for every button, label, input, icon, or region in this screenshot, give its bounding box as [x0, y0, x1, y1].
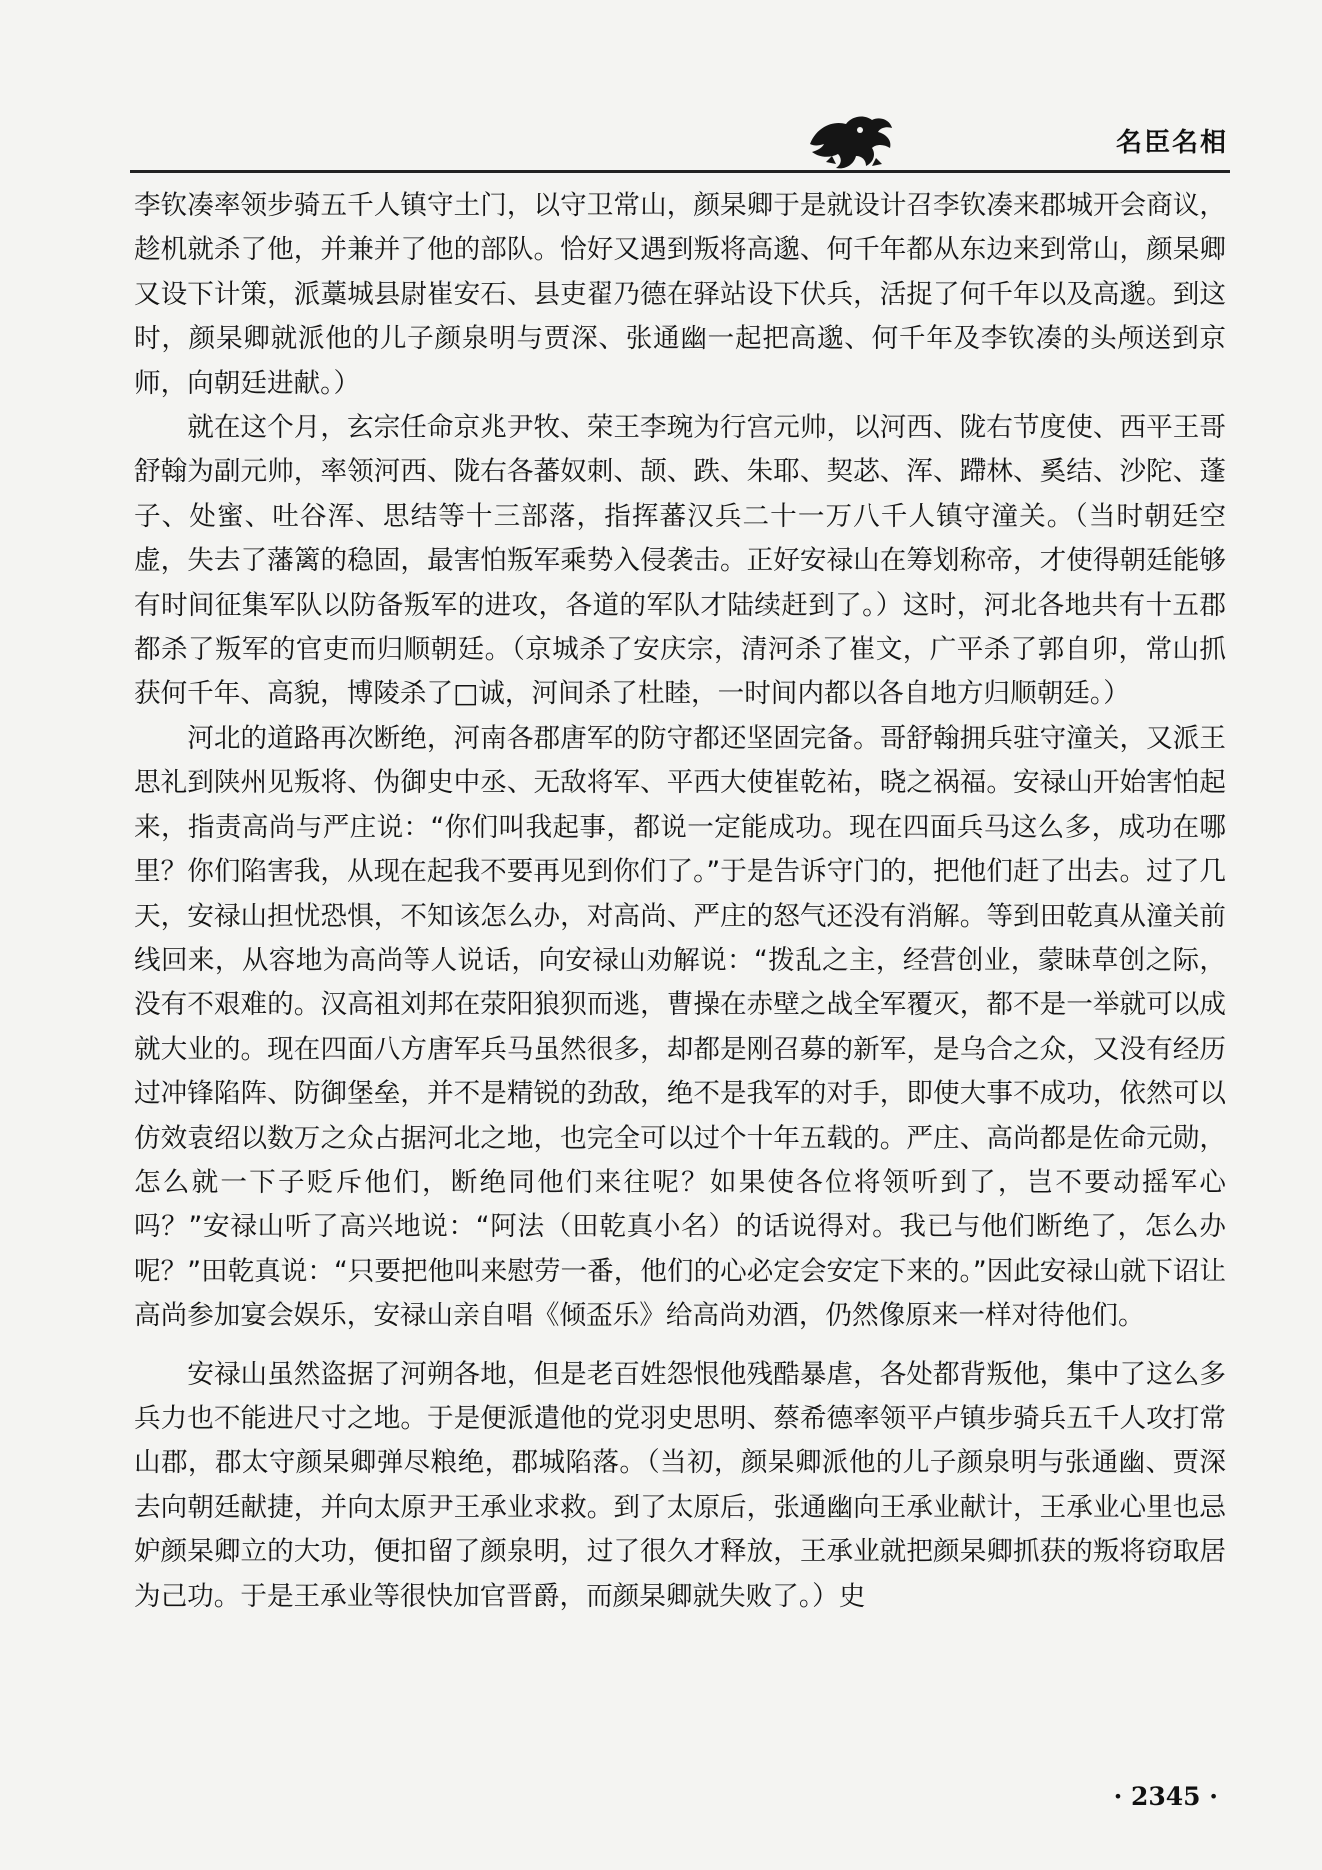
page-number: · 2345 · — [1113, 1782, 1218, 1811]
header-rule — [130, 170, 1230, 173]
paragraph: 安禄山虽然盗据了河朔各地，但是老百姓怨恨他残酷暴虐，各处都背叛他，集中了这么多兵力也不能进尺寸之地。于是便派遣他的党羽史思明、蔡希德率领平卢镇步骑兵五千人攻打常山郡，郡太守颜杲卿弹尽粮绝，郡城陷落。（当初，颜杲卿派他的儿子颜泉明与张通幽、贾深去向朝廷献捷，并向太原尹王承业求救。到了太原后，张通幽向王承业献计，王承业心里也忌妒颜杲卿立的大功，便扣留了颜泉明，过了很久才释放，王承业就把颜杲卿抓获的叛将窃取居为己功。于是王承业等很快加官晋爵，而颜杲卿就失败了。）史 — [134, 1358, 1226, 1612]
section-title: 名臣名相 — [1115, 128, 1228, 158]
paragraph: 李钦凑率领步骑五千人镇守土门，以守卫常山，颜杲卿于是就设计召李钦凑来郡城开会商议，趁机就杀了他，并兼并了他的部队。恰好又遇到叛将高邈、何千年都从东边来到常山，颜杲卿又设下计策，派藁城县尉崔安石、县吏翟乃德在驿站设下伏兵，活捉了何千年以及高邈。到这时，颜杲卿就派他的儿子颜泉明与贾深、张通幽一起把高邈、何千年及李钦凑的头颅送到京师，向朝廷进献。） — [134, 190, 1226, 399]
dragon-emblem-icon — [802, 108, 898, 172]
body-text — [134, 184, 1226, 1619]
paragraph: 河北的道路再次断绝，河南各郡唐军的防守都还坚固完备。哥舒翰拥兵驻守潼关，又派王思礼到陕州见叛将、伪御史中丞、无敌将军、平西大使崔乾祐，晓之祸福。安禄山开始害怕起来，指责高尚与严庄说：“你们叫我起事，都说一定能成功。现在四面兵马这么多，成功在哪里？你们陷害我，从现在起我不要再见到你们了。”于是告诉守门的，把他们赶了出去。过了几天，安禄山担忧恐惧，不知该怎么办，对高尚、严庄的怒气还没有消解。等到田乾真从潼关前线回来，从容地为高尚等人说话，向安禄山劝解说：“拨乱之主，经营创业，蒙昧草创之际，没有不艰难的。汉高祖刘邦在荥阳狼狈而逃，曹操在赤壁之战全军覆灭，都不是一举就可以成就大业的。现在四面八方唐军兵马虽然很多，却都是刚召募的新军，是乌合之众，又没有经历过冲锋陷阵、防御堡垒，并不是精锐的劲敌，绝不是我军的对手，即使大事不成功，依然可以仿效袁绍以数万之众占据河北之地，也完全可以过个十年五载的。严庄、高尚都是佐命元勋，怎么就一下子贬斥他们，断绝同他们来往呢？如果使各位将领听到了，岂不要动摇军心吗？”安禄山听了高兴地说：“阿法（田乾真小名）的话说得对。我已与他们断绝了，怎么办呢？”田乾真说：“只要把他叫来慰劳一番，他们的心必定会安定下来的。”因此安禄山就下诏让高尚参加宴会娱乐，安禄山亲自唱《倾盃乐》给高尚劝酒，仍然像原来一样对待他们。 — [134, 722, 1226, 1332]
paragraph: 就在这个月，玄宗任命京兆尹牧、荣王李琬为行宫元帅，以河西、陇右节度使、西平王哥舒翰为副元帅，率领河西、陇右各蕃奴刺、颉、跌、朱耶、契苾、浑、蹛林、奚结、沙陀、蓬子、处蜜、吐谷浑、思结等十三部落，指挥蕃汉兵二十一万八千人镇守潼关。（当时朝廷空虚，失去了藩篱的稳固，最害怕叛军乘势入侵袭击。正好安禄山在筹划称帝，才使得朝廷能够有时间征集军队以防备叛军的进攻，各道的军队才陆续赶到了。）这时，河北各地共有十五郡都杀了叛军的官吏而归顺朝廷。（京城杀了安庆宗，清河杀了崔文，广平杀了郭自卯，常山抓获何千年、高貌，博陵杀了□诚，河间杀了杜睦，一时间内都以各自地方归顺朝廷。） — [134, 412, 1226, 710]
running-header — [130, 108, 1228, 170]
